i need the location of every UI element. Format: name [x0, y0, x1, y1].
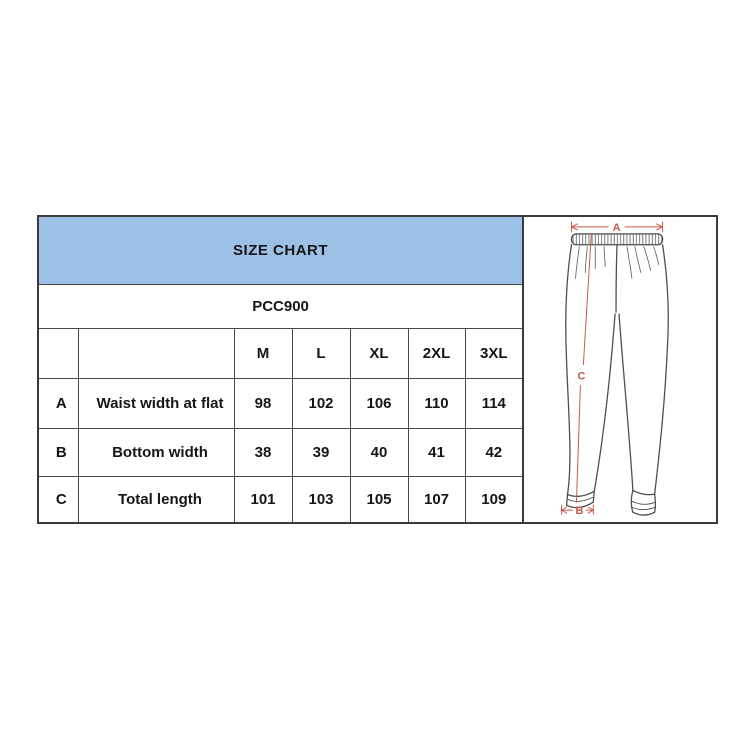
- pants-line-drawing-icon: [524, 217, 716, 522]
- bottom-measure-label: B: [575, 505, 584, 518]
- length-measure-label: C: [577, 370, 586, 383]
- pants-measurement-diagram: [524, 215, 718, 524]
- table-row: [38, 284, 523, 328]
- size-table: [37, 215, 524, 524]
- col-header-m: M: [234, 328, 292, 378]
- cell-value: 101: [234, 476, 292, 523]
- table-row: [38, 428, 523, 476]
- cell-value: 41: [408, 428, 465, 476]
- corner-cell-empty: [38, 328, 78, 378]
- cell-value: 38: [234, 428, 292, 476]
- table-row: [38, 378, 523, 428]
- cell-value: 103: [292, 476, 350, 523]
- cell-value: 98: [234, 378, 292, 428]
- cell-value: 109: [465, 476, 523, 523]
- waist-measure-label: A: [612, 221, 621, 234]
- cell-value: 107: [408, 476, 465, 523]
- row-label-a: Waist width at flat: [78, 378, 234, 428]
- cell-value: 42: [465, 428, 523, 476]
- measure-name-header-empty: [78, 328, 234, 378]
- cell-value: 105: [350, 476, 408, 523]
- table-row: [38, 328, 523, 378]
- table-row: [38, 216, 523, 284]
- cell-value: 40: [350, 428, 408, 476]
- cell-value: 106: [350, 378, 408, 428]
- col-header-3xl: 3XL: [465, 328, 523, 378]
- row-label-b: Bottom width: [78, 428, 234, 476]
- cell-value: 110: [408, 378, 465, 428]
- cell-value: 114: [465, 378, 523, 428]
- row-key-c: C: [38, 476, 78, 523]
- row-key-a: A: [38, 378, 78, 428]
- col-header-2xl: 2XL: [408, 328, 465, 378]
- size-chart-block: [37, 215, 718, 524]
- row-key-b: B: [38, 428, 78, 476]
- cell-value: 39: [292, 428, 350, 476]
- cell-value: 102: [292, 378, 350, 428]
- col-header-l: L: [292, 328, 350, 378]
- row-label-c: Total length: [78, 476, 234, 523]
- col-header-xl: XL: [350, 328, 408, 378]
- waistband-shape: [572, 234, 663, 245]
- size-chart-title: SIZE CHART: [38, 216, 523, 284]
- product-code: PCC900: [38, 284, 523, 328]
- table-row: [38, 476, 523, 523]
